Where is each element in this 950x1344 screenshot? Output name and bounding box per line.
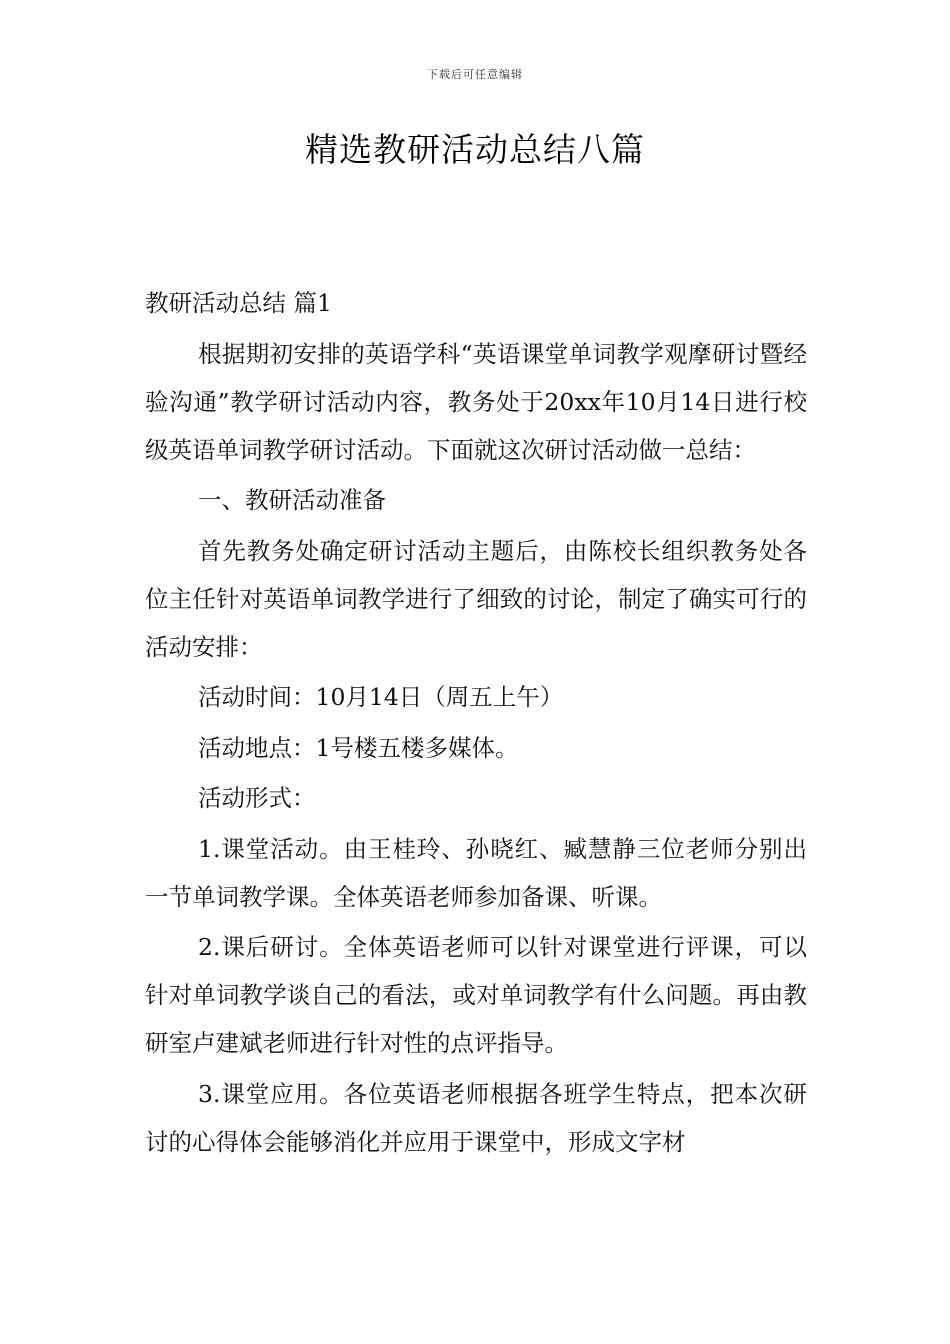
- section-heading: 教研活动总结 篇1: [145, 289, 332, 317]
- paragraph-intro: 根据期初安排的英语学科“英语课堂单词教学观摩研讨暨经验沟通”教学研讨活动内容，教务处于20xx年10月14日进行校级英语单词教学研讨活动。下面就这次研讨活动做一总结：: [145, 339, 807, 464]
- list-item-classroom-activity: 1.课堂活动。由王桂玲、孙晓红、臧慧静三位老师分别出一节单词教学课。全体英语老师参加备课、听课。: [145, 834, 807, 911]
- subheading-preparation: 一、教研活动准备: [198, 486, 386, 514]
- activity-format-label: 活动形式：: [198, 784, 316, 812]
- page-header-note: 下载后可任意编辑: [427, 68, 523, 81]
- document-title: 精选教研活动总结八篇: [305, 130, 645, 169]
- document-body: [145, 279, 807, 1168]
- activity-location: 活动地点：1号楼五楼多媒体。: [198, 733, 519, 762]
- paragraph-preparation: 首先教务处确定研讨活动主题后，由陈校长组织教务处各位主任针对英语单词教学进行了细致的讨论，制定了确实可行的活动安排：: [145, 536, 807, 661]
- list-item-classroom-application: 3.课堂应用。各位英语老师根据各班学生特点，把本次研讨的心得体会能够消化并应用于课堂中，形成文字材: [145, 1079, 807, 1156]
- list-item-post-class-discussion: 2.课后研讨。全体英语老师可以针对课堂进行评课，可以针对单词教学谈自己的看法，或对单词教学有什么问题。再由教研室卢建斌老师进行针对性的点评指导。: [145, 933, 807, 1057]
- activity-time: 活动时间：10月14日（周五上午）: [198, 683, 564, 711]
